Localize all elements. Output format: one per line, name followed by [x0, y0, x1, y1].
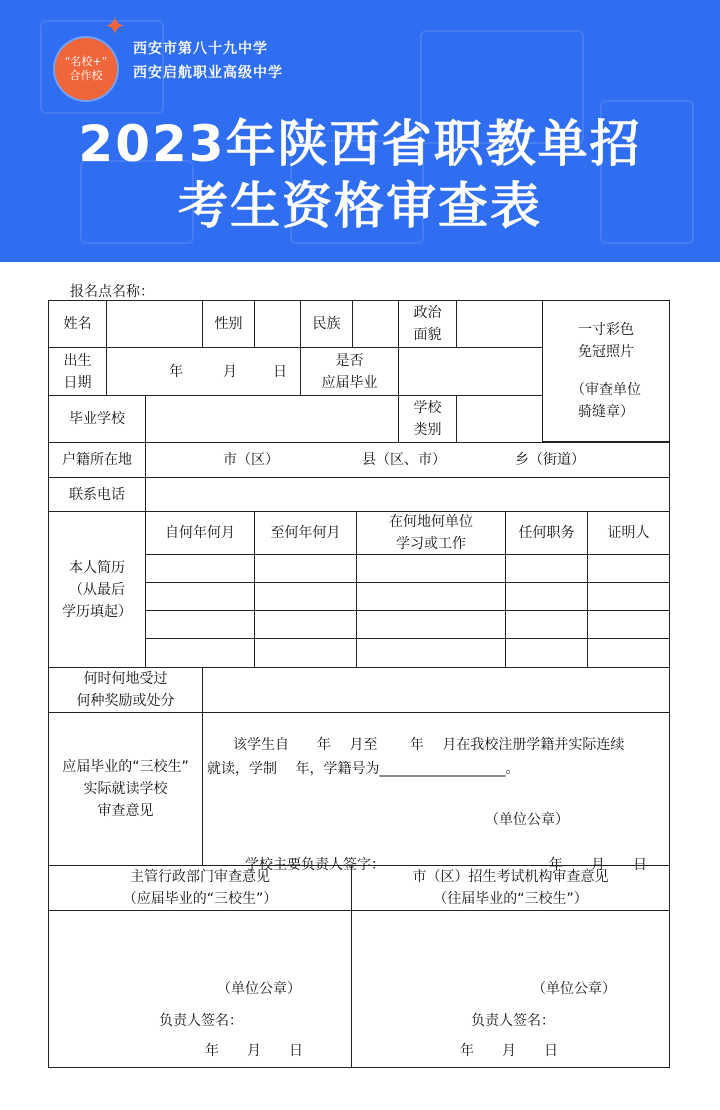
resume-cell[interactable]	[505, 582, 588, 611]
school-logo	[55, 38, 117, 100]
exam-opinion-box[interactable]	[351, 910, 670, 1068]
ethnicity-label: 民族	[300, 300, 353, 348]
school-name-1: 西安市第八十九中学	[133, 41, 268, 57]
hukou-county: 县（区、市）	[362, 452, 446, 468]
resume-cell[interactable]	[587, 554, 670, 583]
hukou-city: 市（区）	[223, 452, 279, 468]
phone-field[interactable]	[145, 477, 670, 512]
principal-sign-date: 年 月 日	[549, 857, 647, 873]
star-icon: ✦	[104, 12, 126, 42]
school-name-2: 西安启航职业高级中学	[133, 65, 283, 81]
exam-date: 年 月 日	[460, 1043, 558, 1059]
unit-seal-1: （单位公章）	[485, 812, 569, 828]
page-title-line1: 2023年陕西省职教单招	[78, 115, 642, 173]
phone-label: 联系电话	[48, 477, 146, 512]
exam-leader-sign: 负责人签名：	[471, 1013, 555, 1029]
resume-col-place: 在何地何单位 学习或工作	[356, 511, 506, 555]
gender-field[interactable]	[254, 300, 301, 348]
resume-label: 本人简历 （从最后 学历填起）	[48, 511, 146, 668]
resume-cell[interactable]	[254, 610, 357, 639]
current-graduate-field[interactable]	[398, 347, 543, 396]
student-id-blank[interactable]: __________________	[379, 761, 506, 777]
resume-cell[interactable]	[254, 638, 357, 668]
badge-line1: “名校+”	[64, 55, 108, 68]
award-label: 何时何地受过 何种奖励或处分	[48, 667, 203, 713]
statement-line2: 就读，学制 年，学籍号为__________________。	[207, 761, 520, 777]
hukou-label: 户籍所在地	[48, 442, 146, 478]
gender-label: 性别	[202, 300, 255, 348]
resume-cell[interactable]	[145, 638, 255, 668]
graduation-school-label: 毕业学校	[48, 395, 146, 443]
badge-line2: 合作校	[69, 69, 103, 82]
resume-cell[interactable]	[587, 582, 670, 611]
resume-cell[interactable]	[356, 610, 506, 639]
admin-date: 年 月 日	[205, 1043, 303, 1059]
birth-date-field[interactable]	[106, 347, 301, 396]
page-title-line2: 考生资格审查表	[178, 177, 542, 235]
registration-point-label: 报名点名称：	[70, 284, 154, 300]
hukou-field[interactable]	[145, 442, 670, 478]
resume-col-position: 任何职务	[505, 511, 588, 555]
birth-month: 月	[223, 364, 237, 380]
resume-cell[interactable]	[587, 638, 670, 668]
header-banner	[0, 0, 720, 262]
resume-cell[interactable]	[587, 610, 670, 639]
school-verification-field[interactable]	[202, 712, 670, 873]
name-label: 姓名	[48, 300, 107, 348]
graduation-school-field[interactable]	[145, 395, 399, 443]
award-field[interactable]	[202, 667, 670, 713]
resume-cell[interactable]	[145, 582, 255, 611]
birth-year: 年	[169, 364, 183, 380]
resume-cell[interactable]	[254, 582, 357, 611]
resume-cell[interactable]	[505, 610, 588, 639]
resume-col-witness: 证明人	[587, 511, 670, 555]
ethnicity-field[interactable]	[352, 300, 399, 348]
resume-cell[interactable]	[505, 554, 588, 583]
resume-cell[interactable]	[356, 638, 506, 668]
qualification-form	[48, 300, 669, 1067]
principal-sign-label: 学校主要负责人签字：	[245, 857, 385, 873]
exam-unit-seal: （单位公章）	[532, 981, 616, 997]
political-field[interactable]	[456, 300, 543, 348]
school-verification-label: 应届毕业的“三校生” 实际就读学校 审查意见	[48, 712, 203, 866]
name-field[interactable]	[106, 300, 203, 348]
admin-opinion-box[interactable]	[48, 910, 352, 1068]
admin-leader-sign: 负责人签名：	[159, 1013, 243, 1029]
resume-col-from: 自何年何月	[145, 511, 255, 555]
resume-cell[interactable]	[505, 638, 588, 668]
resume-cell[interactable]	[145, 610, 255, 639]
resume-cell[interactable]	[254, 554, 357, 583]
photo-box[interactable]: 一寸彩色 免冠照片 （审查单位 骑缝章）	[542, 300, 670, 442]
birth-day: 日	[273, 364, 287, 380]
resume-cell[interactable]	[356, 554, 506, 583]
current-graduate-label: 是否 应届毕业	[300, 347, 399, 396]
school-type-field[interactable]	[456, 395, 543, 443]
resume-col-to: 至何年何月	[254, 511, 357, 555]
admin-opinion-header: 主管行政部门审查意见 （应届毕业的“三校生”）	[48, 865, 352, 911]
resume-cell[interactable]	[145, 554, 255, 583]
resume-cell[interactable]	[356, 582, 506, 611]
hukou-town: 乡（街道）	[515, 452, 585, 468]
statement-line1: 该学生自 年 月至 年 月在我校注册学籍并实际连续	[233, 737, 625, 753]
exam-opinion-header: 市（区）招生考试机构审查意见 （往届毕业的“三校生”）	[351, 865, 670, 911]
school-type-label: 学校 类别	[398, 395, 457, 443]
political-label: 政治 面貌	[398, 300, 457, 348]
admin-unit-seal: （单位公章）	[217, 981, 301, 997]
birth-label: 出生 日期	[48, 347, 107, 396]
